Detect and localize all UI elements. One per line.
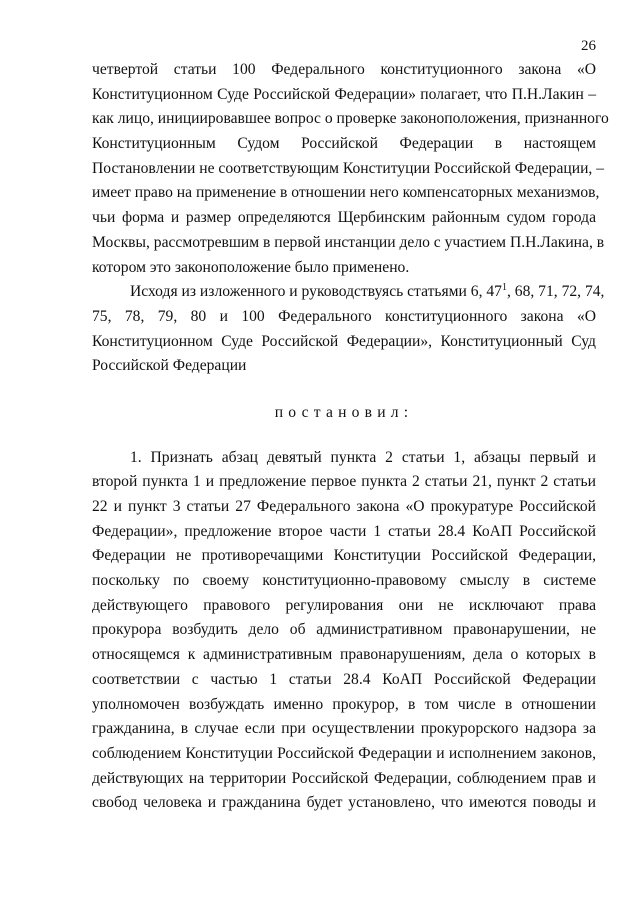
- paragraph-line: Конституционном Суде Российской Федерации», Конституционный Суд: [92, 332, 596, 350]
- paragraph-line: Москвы, рассмотревшим в первой инстанции дело с участием П.Н.Лакина, в: [92, 233, 605, 251]
- paragraph-line: действующего правового регулирования они не исключают права: [92, 596, 596, 614]
- paragraph-3: [92, 446, 596, 816]
- paragraph-line: Конституционном Суде Российской Федерации» полагает, что П.Н.Лакин –: [92, 85, 596, 103]
- paragraph-line-text: Исходя из изложенного и руководствуясь статьями 6, 47: [130, 283, 502, 301]
- paragraph-line: четвертой статьи 100 Федерального конституционного закона «О: [92, 61, 596, 78]
- paragraph-line: относящемся к административным правонарушениям, дела о которых в: [92, 646, 596, 664]
- paragraph-line: 75, 78, 79, 80 и 100 Федерального конституционного закона «О: [92, 307, 596, 325]
- paragraph-line: Постановлении не соответствующим Конституции Российской Федерации, –: [92, 159, 605, 177]
- paragraph-line: Федерации не противоречащими Конституции Российской Федерации,: [92, 547, 596, 565]
- superscript: 1: [501, 282, 507, 293]
- paragraph-line: Российской Федерации: [92, 357, 247, 375]
- paragraph-line: соответствии с частью 1 статьи 28.4 КоАП Российской Федерации: [92, 670, 596, 688]
- paragraph-line: 22 и пункт 3 статьи 27 Федерального закона «О прокуратуре Российской: [92, 498, 596, 515]
- paragraph-line: второй пункта 1 и предложение первое пункта 2 статьи 21, пункт 2 статьи: [92, 473, 596, 491]
- paragraph-line: 1. Признать абзац девятый пункта 2 статьи 1, абзацы первый и: [130, 448, 596, 466]
- paragraph-2: [92, 280, 605, 379]
- paragraph-line: действующих на территории Российской Федерации, соблюдением прав и: [92, 769, 596, 787]
- paragraph-line: чьи форма и размер определяются Щербинским районным судом города: [92, 209, 596, 227]
- paragraph-line: гражданина, в случае если при осуществлении прокурорского надзора за: [92, 720, 596, 738]
- paragraph-line: Федерации», предложение второе части 1 статьи 28.4 КоАП Российской: [92, 522, 596, 540]
- paragraph-line-text: , 68, 71, 72, 74,: [506, 283, 605, 301]
- paragraph-line: котором это законоположение было применено.: [92, 258, 410, 276]
- paragraph-line: как лицо, инициировавшее вопрос о проверке законоположения, признанного: [92, 110, 609, 128]
- document-body: [92, 58, 609, 816]
- page-number: 26: [581, 38, 596, 54]
- paragraph-line: имеет право на применение в отношении него компенсаторных механизмов,: [92, 184, 600, 202]
- paragraph-1: [92, 58, 609, 280]
- paragraph-line: свобод человека и гражданина будет установлено, что имеются поводы и: [92, 794, 596, 812]
- paragraph-line: прокурора возбудить дело об административном правонарушении, не: [92, 621, 596, 639]
- paragraph-line: Конституционным Судом Российской Федерации в настоящем: [92, 135, 596, 153]
- resolution-heading: постановил:: [274, 403, 414, 421]
- paragraph-line: поскольку по своему конституционно-правовому смыслу в системе: [92, 572, 596, 590]
- paragraph-line: [92, 280, 605, 305]
- paragraph-line: уполномочен возбуждать именно прокурор, в том числе в отношении: [92, 695, 596, 713]
- paragraph-line: соблюдением Конституции Российской Федерации и исполнением законов,: [92, 744, 596, 762]
